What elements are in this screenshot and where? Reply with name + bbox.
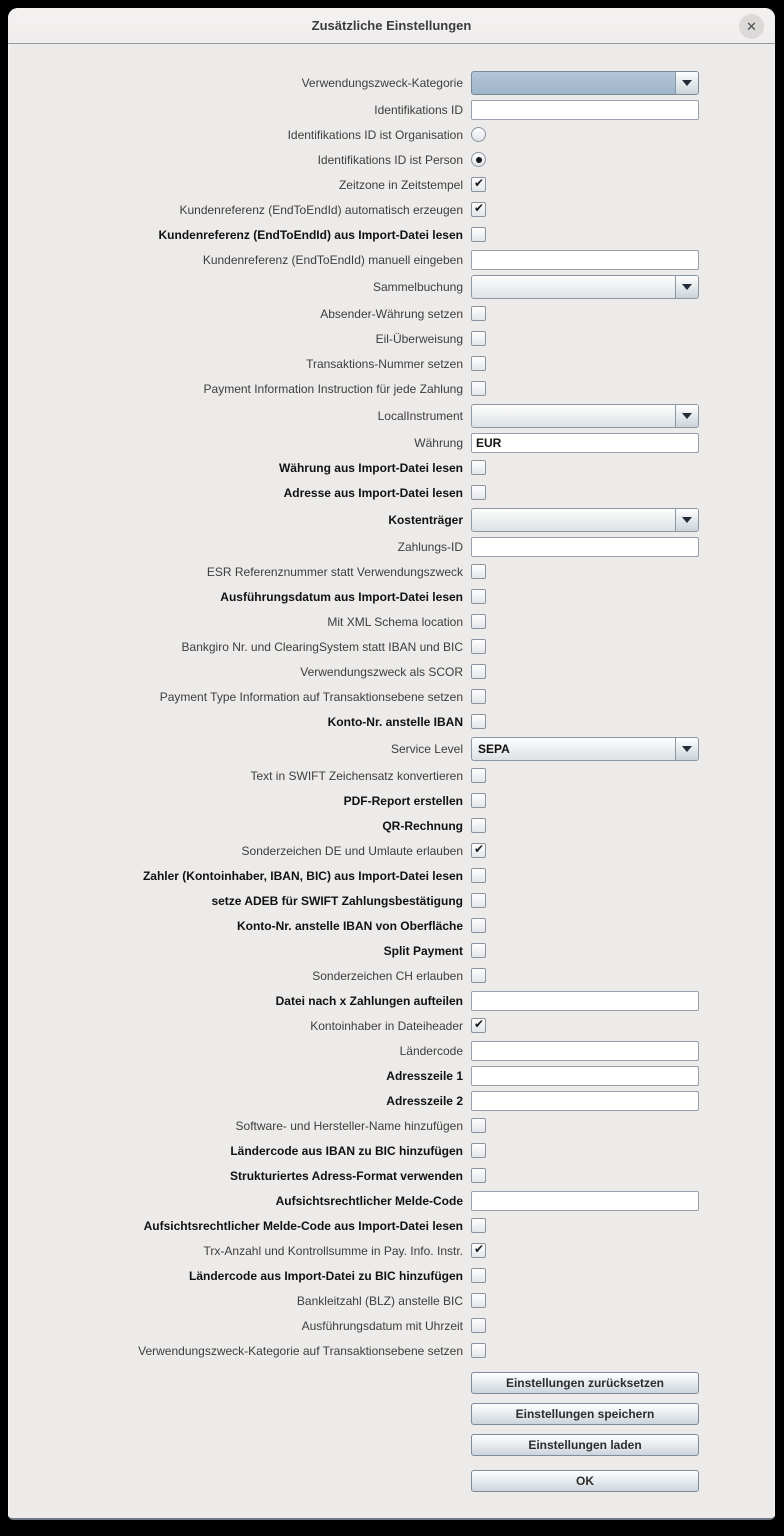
row-control xyxy=(471,331,699,346)
row-control xyxy=(471,793,699,808)
row-checkbox[interactable] xyxy=(471,818,486,833)
row-label: Verwendungszweck-Kategorie auf Transaktionsebene setzen xyxy=(138,1343,463,1358)
reset-settings-button[interactable]: Einstellungen zurücksetzen xyxy=(471,1372,699,1394)
row-control xyxy=(471,356,699,371)
form-row xyxy=(8,1238,775,1263)
row-control xyxy=(471,689,699,704)
row-control xyxy=(471,589,699,604)
row-label: QR-Rechnung xyxy=(382,818,463,833)
row-control xyxy=(471,100,699,120)
triangle-glyph xyxy=(682,80,692,86)
ok-button[interactable]: OK xyxy=(471,1470,699,1492)
row-label: Datei nach x Zahlungen aufteilen xyxy=(275,993,463,1008)
row-checkbox[interactable] xyxy=(471,689,486,704)
row-control xyxy=(471,1066,699,1086)
row-checkbox[interactable] xyxy=(471,768,486,783)
row-control xyxy=(471,664,699,679)
row-checkbox[interactable] xyxy=(471,793,486,808)
row-control xyxy=(471,843,699,858)
row-label: setze ADEB für SWIFT Zahlungsbestätigung xyxy=(211,893,463,908)
form-row xyxy=(8,301,775,326)
row-checkbox[interactable] xyxy=(471,1293,486,1308)
form-row xyxy=(8,122,775,147)
row-label: Sammelbuchung xyxy=(372,279,463,294)
row-control xyxy=(471,227,699,242)
dialog-window xyxy=(8,8,775,1520)
form-row xyxy=(8,938,775,963)
row-combobox[interactable] xyxy=(471,275,699,299)
combobox-value xyxy=(472,509,675,531)
row-control xyxy=(471,177,699,192)
row-label: Payment Type Information auf Transaktionsebene setzen xyxy=(159,689,463,704)
row-combobox[interactable] xyxy=(471,71,699,95)
row-control xyxy=(471,737,699,761)
row-control xyxy=(471,1343,699,1358)
combobox-value: SEPA xyxy=(478,741,510,756)
row-label: Sonderzeichen DE und Umlaute erlauben xyxy=(241,843,463,858)
row-control xyxy=(471,893,699,908)
row-label: Zahler (Kontoinhaber, IBAN, BIC) aus Import-Datei lesen xyxy=(142,868,463,883)
row-checkbox[interactable] xyxy=(471,843,486,858)
check-icon: ✔ xyxy=(473,1242,485,1256)
row-checkbox[interactable] xyxy=(471,714,486,729)
row-control xyxy=(471,1268,699,1283)
form-row xyxy=(8,1263,775,1288)
row-control xyxy=(471,818,699,833)
form-row xyxy=(8,455,775,480)
form-row xyxy=(8,1213,775,1238)
row-control xyxy=(471,614,699,629)
form-row xyxy=(8,659,775,684)
form-row xyxy=(8,534,775,559)
form-row xyxy=(8,222,775,247)
form-row xyxy=(8,1063,775,1088)
row-combobox[interactable] xyxy=(471,737,699,761)
row-control xyxy=(471,508,699,532)
row-checkbox[interactable] xyxy=(471,614,486,629)
check-icon: ✔ xyxy=(473,201,485,215)
form-row xyxy=(8,147,775,172)
form-row xyxy=(8,68,775,97)
row-checkbox[interactable] xyxy=(471,227,486,242)
row-label: Kostenträger xyxy=(388,512,463,527)
row-control xyxy=(471,381,699,396)
row-checkbox[interactable] xyxy=(471,664,486,679)
row-label: Konto-Nr. anstelle IBAN von Oberfläche xyxy=(236,918,463,933)
row-label: Trx-Anzahl und Kontrollsumme in Pay. Info. Instr. xyxy=(203,1243,463,1258)
row-checkbox[interactable] xyxy=(471,968,486,983)
row-control xyxy=(471,639,699,654)
row-control xyxy=(471,537,699,557)
row-control xyxy=(471,127,699,142)
form-row xyxy=(8,863,775,888)
row-label: Eil-Überweisung xyxy=(375,331,463,346)
row-control xyxy=(471,460,699,475)
form-row xyxy=(8,1313,775,1338)
row-label: Identifikations ID ist Person xyxy=(317,152,463,167)
row-label: Ländercode aus Import-Datei zu BIC hinzufügen xyxy=(188,1268,463,1283)
form-row xyxy=(8,1338,775,1363)
row-checkbox[interactable] xyxy=(471,177,486,192)
row-label: Identifikations ID xyxy=(374,102,463,117)
row-control xyxy=(471,1218,699,1233)
row-label: Adresszeile 2 xyxy=(386,1093,463,1108)
form-row xyxy=(8,734,775,763)
form-row xyxy=(8,988,775,1013)
row-control xyxy=(471,943,699,958)
row-label: Ausführungsdatum aus Import-Datei lesen xyxy=(220,589,463,604)
row-control xyxy=(471,1143,699,1158)
form-row xyxy=(8,97,775,122)
row-control xyxy=(471,918,699,933)
row-control xyxy=(471,433,699,453)
form-row xyxy=(8,430,775,455)
row-text-input[interactable] xyxy=(471,250,699,270)
row-label: Konto-Nr. anstelle IBAN xyxy=(327,714,463,729)
row-label: Transaktions-Nummer setzen xyxy=(306,356,463,371)
row-label: Kundenreferenz (EndToEndId) manuell eingeben xyxy=(202,252,463,267)
form-row xyxy=(8,709,775,734)
row-control xyxy=(471,1293,699,1308)
triangle-glyph xyxy=(682,746,692,752)
row-control xyxy=(471,991,699,1011)
row-checkbox[interactable] xyxy=(471,1268,486,1283)
row-label: ESR Referenznummer statt Verwendungszweck xyxy=(206,564,463,579)
row-checkbox[interactable] xyxy=(471,893,486,908)
form-row xyxy=(8,813,775,838)
form-row xyxy=(8,1113,775,1138)
row-label: Text in SWIFT Zeichensatz konvertieren xyxy=(250,768,463,783)
triangle-glyph xyxy=(682,517,692,523)
form-row xyxy=(8,634,775,659)
row-label: Service Level xyxy=(390,741,463,756)
row-text-input[interactable] xyxy=(471,1041,699,1061)
form-row xyxy=(8,1013,775,1038)
form-row xyxy=(8,1288,775,1313)
row-control xyxy=(471,71,699,95)
row-checkbox[interactable] xyxy=(471,202,486,217)
row-label: Bankleitzahl (BLZ) anstelle BIC xyxy=(296,1293,463,1308)
row-label: Bankgiro Nr. und ClearingSystem statt IBAN und BIC xyxy=(181,639,463,654)
form-row xyxy=(8,1038,775,1063)
row-label: Kontoinhaber in Dateiheader xyxy=(310,1018,463,1033)
check-icon: ✔ xyxy=(473,1017,485,1031)
row-checkbox[interactable] xyxy=(471,1118,486,1133)
row-label: Ländercode xyxy=(399,1043,463,1058)
row-control xyxy=(471,275,699,299)
triangle-glyph xyxy=(682,284,692,290)
row-label: Adresse aus Import-Datei lesen xyxy=(283,485,463,500)
row-label: Währung aus Import-Datei lesen xyxy=(278,460,463,475)
row-checkbox[interactable] xyxy=(471,331,486,346)
form-row xyxy=(8,376,775,401)
save-settings-button[interactable]: Einstellungen speichern xyxy=(471,1403,699,1425)
row-control xyxy=(471,768,699,783)
row-checkbox[interactable] xyxy=(471,639,486,654)
row-control xyxy=(471,1318,699,1333)
close-button[interactable] xyxy=(739,14,764,39)
row-text-input[interactable] xyxy=(471,1091,699,1111)
row-checkbox[interactable] xyxy=(471,868,486,883)
triangle-glyph xyxy=(682,413,692,419)
row-combobox[interactable] xyxy=(471,404,699,428)
row-label: Kundenreferenz (EndToEndId) automatisch erzeugen xyxy=(179,202,463,217)
form-row xyxy=(8,788,775,813)
form-row xyxy=(8,197,775,222)
row-control xyxy=(471,404,699,428)
dialog-title: Zusätzliche Einstellungen xyxy=(311,18,472,33)
form-row xyxy=(8,1163,775,1188)
form-row xyxy=(8,1188,775,1213)
row-checkbox[interactable] xyxy=(471,1318,486,1333)
form-row xyxy=(8,559,775,584)
chevron-down-icon[interactable] xyxy=(675,738,698,760)
row-control xyxy=(471,1118,699,1133)
row-control xyxy=(471,1091,699,1111)
form-row xyxy=(8,913,775,938)
row-control xyxy=(471,1191,699,1211)
row-checkbox[interactable] xyxy=(471,564,486,579)
row-text-input[interactable] xyxy=(471,100,699,120)
row-label: LocalInstrument xyxy=(377,408,463,423)
form-row xyxy=(8,888,775,913)
row-text-input[interactable] xyxy=(471,1066,699,1086)
row-checkbox[interactable] xyxy=(471,306,486,321)
row-control xyxy=(471,485,699,500)
chevron-down-icon[interactable] xyxy=(675,276,698,298)
row-label: Split Payment xyxy=(383,943,463,958)
form-rows xyxy=(8,68,775,1363)
row-checkbox[interactable] xyxy=(471,1243,486,1258)
row-checkbox[interactable] xyxy=(471,381,486,396)
combobox-value xyxy=(472,405,675,427)
row-label: PDF-Report erstellen xyxy=(343,793,463,808)
row-radio[interactable] xyxy=(471,152,486,167)
row-label: Strukturiertes Adress-Format verwenden xyxy=(230,1168,463,1183)
form-row xyxy=(8,1138,775,1163)
row-label: Software- und Hersteller-Name hinzufügen xyxy=(235,1118,463,1133)
row-label: Zahlungs-ID xyxy=(397,539,463,554)
row-label: Sonderzeichen CH erlauben xyxy=(312,968,463,983)
form-row xyxy=(8,247,775,272)
row-control xyxy=(471,868,699,883)
row-checkbox[interactable] xyxy=(471,485,486,500)
combobox-value xyxy=(472,276,675,298)
row-label: Kundenreferenz (EndToEndId) aus Import-Datei lesen xyxy=(158,227,463,242)
row-checkbox[interactable] xyxy=(471,589,486,604)
row-label: Adresszeile 1 xyxy=(386,1068,463,1083)
row-checkbox[interactable] xyxy=(471,943,486,958)
row-checkbox[interactable] xyxy=(471,1168,486,1183)
row-checkbox[interactable] xyxy=(471,1018,486,1033)
form-row xyxy=(8,963,775,988)
chevron-down-icon[interactable] xyxy=(675,72,698,94)
row-checkbox[interactable] xyxy=(471,1218,486,1233)
row-control xyxy=(471,1018,699,1033)
row-control xyxy=(471,250,699,270)
row-label: Aufsichtsrechtlicher Melde-Code xyxy=(275,1193,463,1208)
button-bar xyxy=(8,1372,775,1492)
row-text-input[interactable] xyxy=(471,991,699,1011)
form-row xyxy=(8,609,775,634)
row-control xyxy=(471,1243,699,1258)
row-radio[interactable] xyxy=(471,127,486,142)
form-row xyxy=(8,351,775,376)
form-row xyxy=(8,584,775,609)
row-checkbox[interactable] xyxy=(471,460,486,475)
form-row xyxy=(8,326,775,351)
row-label: Verwendungszweck-Kategorie xyxy=(301,75,463,90)
form-row xyxy=(8,272,775,301)
row-checkbox[interactable] xyxy=(471,356,486,371)
row-control xyxy=(471,152,699,167)
row-checkbox[interactable] xyxy=(471,1143,486,1158)
row-control xyxy=(471,968,699,983)
row-label: Ländercode aus IBAN zu BIC hinzufügen xyxy=(230,1143,463,1158)
row-label: Währung xyxy=(414,435,463,450)
row-label: Mit XML Schema location xyxy=(327,614,463,629)
close-icon: ✕ xyxy=(746,18,757,34)
form-row xyxy=(8,684,775,709)
row-label: Identifikations ID ist Organisation xyxy=(287,127,463,142)
form-row xyxy=(8,172,775,197)
form-row xyxy=(8,1088,775,1113)
combobox-value xyxy=(472,72,675,94)
form-row xyxy=(8,401,775,430)
row-text-input[interactable] xyxy=(471,1191,699,1211)
row-checkbox[interactable] xyxy=(471,1343,486,1358)
dialog-content xyxy=(8,44,775,1519)
row-label: Payment Information Instruction für jede Zahlung xyxy=(203,381,463,396)
chevron-down-icon[interactable] xyxy=(675,509,698,531)
row-checkbox[interactable] xyxy=(471,918,486,933)
row-label: Absender-Währung setzen xyxy=(320,306,463,321)
row-text-input[interactable] xyxy=(471,537,699,557)
row-label: Aufsichtsrechtlicher Melde-Code aus Import-Datei lesen xyxy=(143,1218,463,1233)
check-icon: ✔ xyxy=(473,176,485,190)
row-control xyxy=(471,564,699,579)
form-row xyxy=(8,505,775,534)
load-settings-button[interactable]: Einstellungen laden xyxy=(471,1434,699,1456)
chevron-down-icon[interactable] xyxy=(675,405,698,427)
row-control xyxy=(471,714,699,729)
row-label: Zeitzone in Zeitstempel xyxy=(338,177,463,192)
title-bar xyxy=(8,8,775,44)
row-label: Ausführungsdatum mit Uhrzeit xyxy=(301,1318,463,1333)
form-row xyxy=(8,480,775,505)
row-control xyxy=(471,202,699,217)
row-label: Verwendungszweck als SCOR xyxy=(300,664,463,679)
row-combobox[interactable] xyxy=(471,508,699,532)
form-row xyxy=(8,763,775,788)
row-control xyxy=(471,1168,699,1183)
check-icon: ✔ xyxy=(473,842,485,856)
form-row xyxy=(8,838,775,863)
row-control xyxy=(471,1041,699,1061)
row-text-input[interactable] xyxy=(471,433,699,453)
row-control xyxy=(471,306,699,321)
